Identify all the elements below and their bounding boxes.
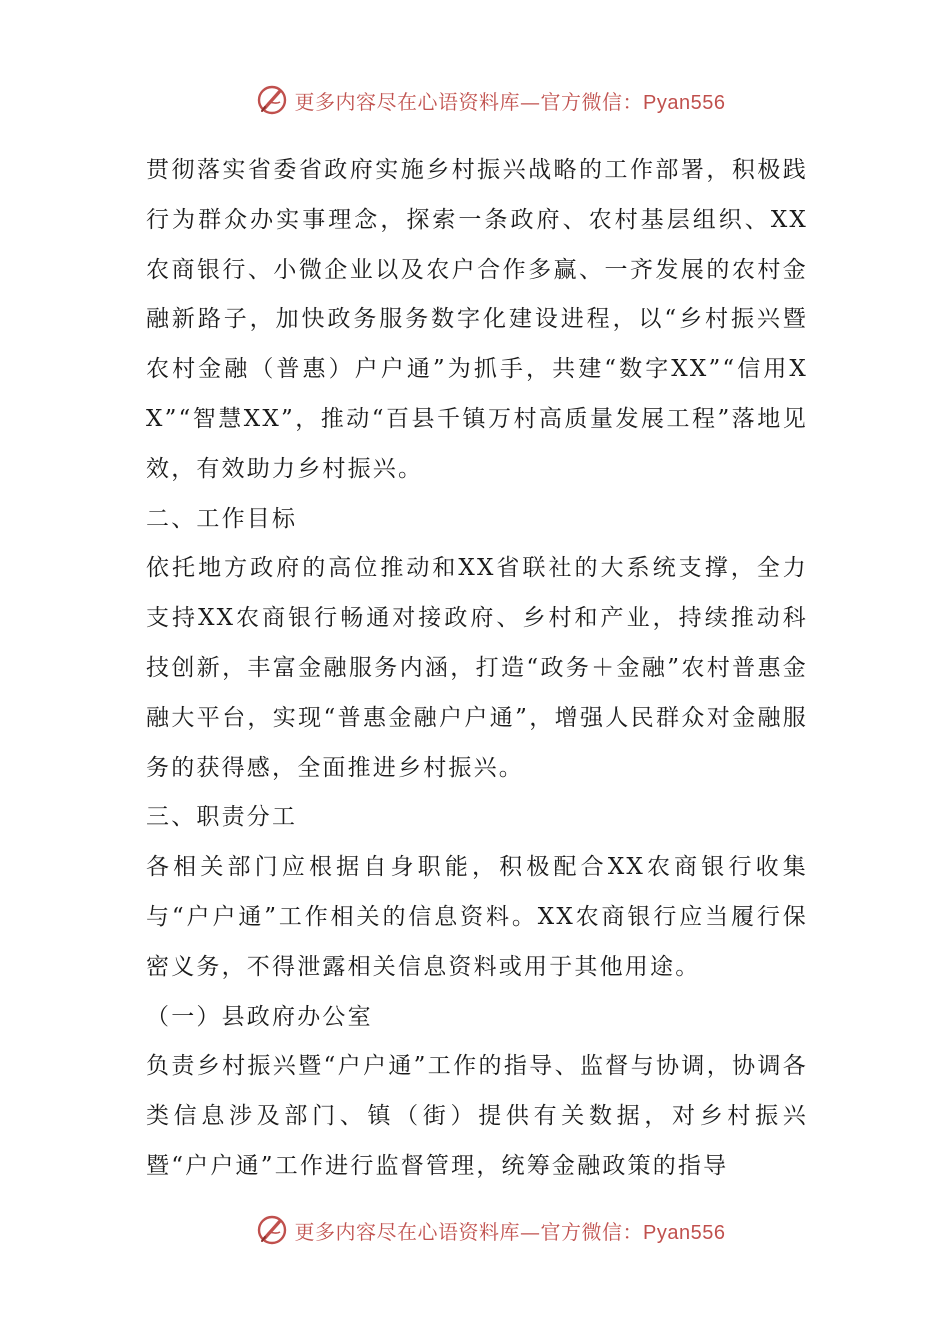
paragraph-intro: 贯彻落实省委省政府实施乡村振兴战略的工作部署，积极践行为群众办实事理念，探索一条政府、农村基层组织、XX农商银行、小微企业以及农户合作多赢、一齐发展的农村金融新路子，加快政务服务数字化建设进程，以“乡村振兴暨农村金融（普惠）户户通”为抓手，共建“数字XX”“信用XX”“智慧XX”，推动“百县千镇万村高质量发展工程”落地见效，有效助力乡村振兴。	[146, 157, 808, 482]
footer-watermark-banner	[0, 1210, 950, 1250]
paragraph-county-office: 负责乡村振兴暨“户户通”工作的指导、监督与协调，协调各类信息涉及部门、镇（街）提供有关数据，对乡村振兴暨“户户通”工作进行监督管理，统筹金融政策的指导	[146, 1053, 808, 1179]
subsection-heading-county-office: （一）县政府办公室	[146, 1003, 373, 1030]
watermark-text: 更多内容尽在心语资料库—官方微信：Pyan556	[294, 89, 726, 114]
header-watermark-inner	[255, 83, 726, 117]
section-heading-goals: 二、工作目标	[146, 505, 298, 532]
wechat-id: Pyan556	[643, 91, 726, 114]
section-heading-duties: 三、职责分工	[146, 804, 298, 831]
pen-in-circle-logo-icon	[255, 83, 289, 117]
paragraph-duties: 各相关部门应根据自身职能，积极配合XX农商银行收集与“户户通”工作相关的信息资料。XX农商银行应当履行保密义务，不得泄露相关信息资料或用于其他用途。	[146, 854, 808, 980]
paragraph-goals: 依托地方政府的高位推动和XX省联社的大系统支撑，全力支持XX农商银行畅通对接政府、乡村和产业，持续推动科技创新，丰富金融服务内涵，打造“政务＋金融”农村普惠金融大平台，实现“普惠金融户户通”，增强人民群众对金融服务的获得感，全面推进乡村振兴。	[146, 555, 808, 781]
wechat-id: Pyan556	[643, 1221, 726, 1244]
document-body	[146, 146, 808, 1192]
pen-in-circle-logo-icon	[255, 1213, 289, 1247]
watermark-text: 更多内容尽在心语资料库—官方微信：Pyan556	[294, 1219, 726, 1244]
header-watermark-banner	[0, 80, 950, 120]
footer-watermark-inner	[255, 1213, 726, 1247]
